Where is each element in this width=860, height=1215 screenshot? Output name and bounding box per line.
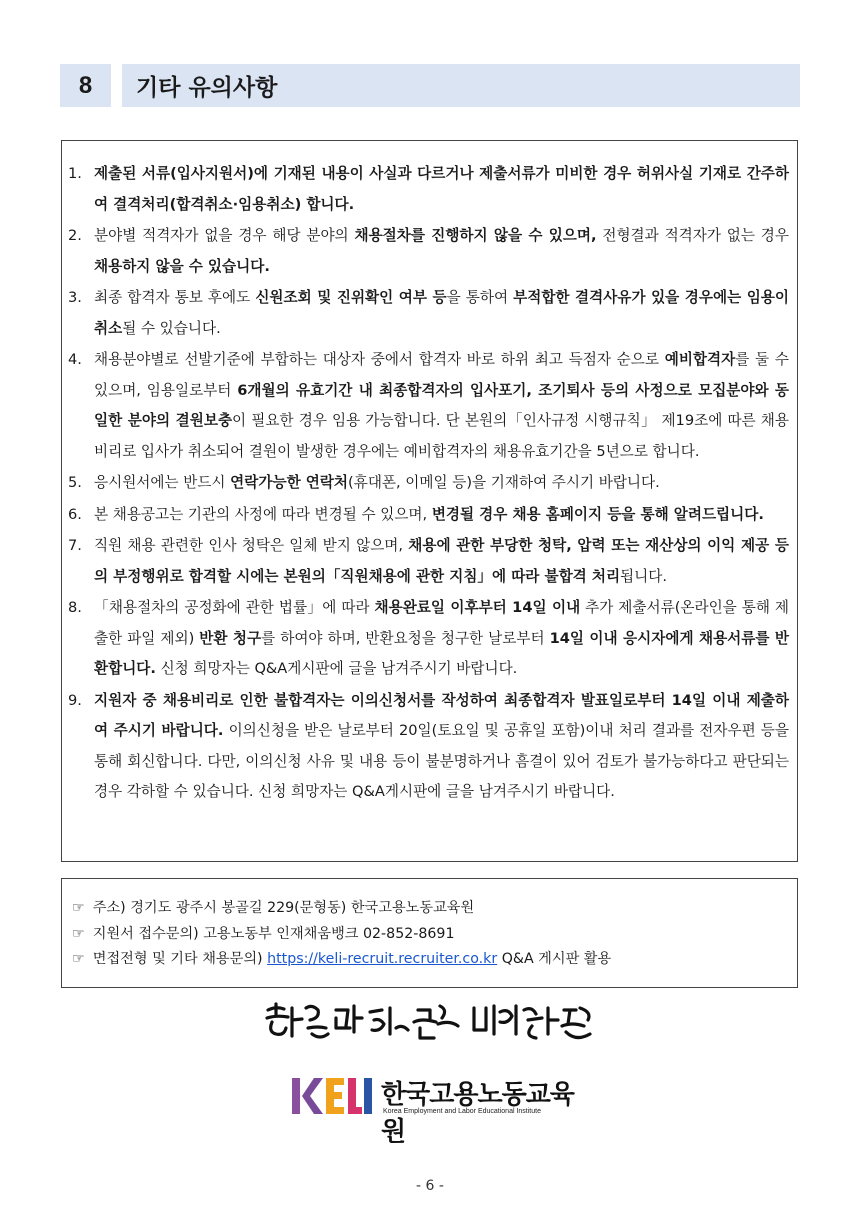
notice-text: 직원 채용 관련한 인사 청탁은 일체 받지 않으며, (94, 537, 409, 554)
notice-text: 「채용절차의 공정화에 관한 법률」에 따라 (94, 599, 375, 616)
pointing-hand-icon: ☞ (72, 951, 85, 967)
notice-number: 7. (68, 537, 82, 554)
notice-text: 채용분야별로 선발기준에 부합하는 대상자 중에서 합격자 바로 하위 최고 득점자 순으로 (94, 351, 665, 368)
notice-text: 를 하여야 하며, 반환요청을 청구한 날로부터 (261, 629, 550, 647)
contact-inquiry (72, 922, 797, 948)
notice-emphasis: 연락가능한 연락처 (230, 474, 349, 491)
notice-emphasis: 제출된 서류(입사지원서)에 기재된 내용이 사실과 다르거나 제출서류가 미비한 경우 허위사실 기재로 간주하여 결격처리(합격취소·임용취소) 합니다. (94, 165, 789, 213)
contact-box (61, 878, 798, 988)
address-text: 주소) 경기도 광주시 봉골길 229(문형동) 한국고용노동교육원 (92, 900, 475, 916)
notice-item (68, 531, 789, 592)
notice-emphasis: 14일 이내 응시자에게 채용서류를 반환합니다. (94, 629, 790, 677)
notice-item (68, 593, 789, 685)
notice-item (68, 159, 789, 220)
pointing-hand-icon: ☞ (72, 925, 85, 942)
slogan-calligraphy (262, 998, 598, 1048)
notice-text: 신청 희망자는 Q&A게시판에 글을 남겨주시기 바랍니다. (155, 660, 518, 677)
notice-list (68, 159, 789, 808)
notice-item (68, 283, 789, 344)
notice-number: 2. (68, 227, 82, 244)
interview-suffix: Q&A 게시판 활용 (497, 951, 612, 967)
notice-emphasis: 반환 청구 (199, 629, 262, 647)
section-title: 기타 유의사항 (122, 64, 800, 107)
notice-text: 최종 합격자 통보 후에도 (94, 289, 256, 306)
notice-text: 분야별 적격자가 없을 경우 해당 분야의 (94, 227, 355, 244)
section-number: 8 (60, 64, 111, 107)
notice-number: 9. (68, 691, 82, 709)
notice-emphasis: 부적합한 결격사유가 있을 경우에는 임용이 취소 (94, 289, 789, 337)
notice-text: 이 필요한 경우 임용 가능합니다. 단 본원의「인사규정 시행규칙」 제19조에 따른 채용비리로 입사가 취소되어 결원이 발생한 경우에는 예비합격자의 채용유효기간을 5년으로 합니다. (94, 412, 789, 460)
pointing-hand-icon: ☞ (72, 900, 85, 916)
notice-emphasis: 예비합격자 (664, 351, 736, 368)
notice-emphasis: 채용절차를 진행하지 않을 수 있으며, (354, 227, 597, 244)
notice-emphasis: 채용완료일 이후부터 14일 이내 (374, 599, 581, 616)
notice-text: 됩니다. (620, 567, 667, 585)
notice-number: 5. (68, 474, 82, 491)
notice-emphasis: 6개월의 유효기간 내 최종합격자의 입사포기, 조기퇴사 등의 사정으로 모집분야와 동일한 분야의 결원보충 (94, 381, 790, 429)
notice-text: 이의신청을 받은 날로부터 20일(토요일 및 공휴일 포함)이내 처리 결과를 전자우편 등을 통해 회신합니다. 다만, 이의신청 사유 및 내용 등이 불분명하거나 흠결이 있어 검토가 불가능하다고 판단되는 경우 각하할 수 있습니다. 신청 희망자는 Q&A게시판에 글을 남겨주시기 바랍니다. (94, 722, 789, 800)
notice-item (68, 221, 789, 282)
interview-prefix: 면접전형 및 기타 채용문의) (92, 951, 268, 967)
notice-text: 를 둘 수 있으며, 임용일로부터 (94, 351, 790, 399)
notice-number: 4. (68, 351, 82, 368)
notice-text: 될 수 있습니다. (122, 319, 221, 337)
notice-text: (휴대폰, 이메일 등)을 기재하여 주시기 바랍니다. (348, 474, 660, 491)
notice-number: 1. (68, 165, 82, 182)
notice-emphasis: 변경될 경우 채용 홈페이지 등을 통해 알려드립니다. (431, 505, 764, 523)
notice-item (68, 468, 789, 499)
notice-emphasis: 지원자 중 채용비리로 인한 불합격자는 이의신청서를 작성하여 최종합격자 발표일로부터 14일 이내 제출하여 주시기 바랍니다. (94, 691, 789, 739)
notice-box (61, 140, 798, 862)
keli-logo (290, 1068, 580, 1147)
keli-logo-mark (290, 1068, 374, 1124)
notice-text: 을 통하여 (446, 289, 514, 306)
notice-emphasis: 채용에 관한 부당한 청탁, 압력 또는 재산상의 이익 제공 등의 부정행위로 합격할 시에는 본원의「직원채용에 관한 지침」에 따라 불합격 처리 (94, 537, 789, 585)
notice-text: 전형결과 적격자가 없는 경우 (596, 227, 789, 244)
notice-number: 8. (68, 599, 82, 616)
notice-item (68, 345, 789, 467)
notice-number: 3. (68, 289, 82, 306)
recruit-site-link[interactable]: https://keli-recruit.recruiter.co.kr (267, 951, 498, 967)
section-header (60, 64, 800, 107)
notice-emphasis: 채용하지 않을 수 있습니다. (94, 257, 270, 275)
logo-name-english: Korea Employment and Labor Educational Institute (383, 1108, 541, 1115)
inquiry-text: 지원서 접수문의) 고용노동부 인재채움뱅크 02-852-8691 (92, 925, 455, 942)
page-number: - 6 - (416, 1178, 444, 1194)
contact-interview (72, 947, 797, 973)
notice-text: 추가 제출서류(온라인을 통해 제출한 파일 제외) (94, 599, 789, 647)
notice-item (68, 500, 789, 531)
contact-address (72, 896, 797, 922)
notice-text: 응시원서에는 반드시 (94, 474, 231, 491)
notice-emphasis: 신원조회 및 진위확인 여부 등 (255, 289, 447, 306)
notice-number: 6. (68, 505, 82, 523)
notice-item (68, 686, 789, 808)
logo-name-korean: 한국고용노동교육원 (381, 1080, 574, 1147)
notice-text: 본 채용공고는 기관의 사정에 따라 변경될 수 있으며, (94, 505, 432, 523)
